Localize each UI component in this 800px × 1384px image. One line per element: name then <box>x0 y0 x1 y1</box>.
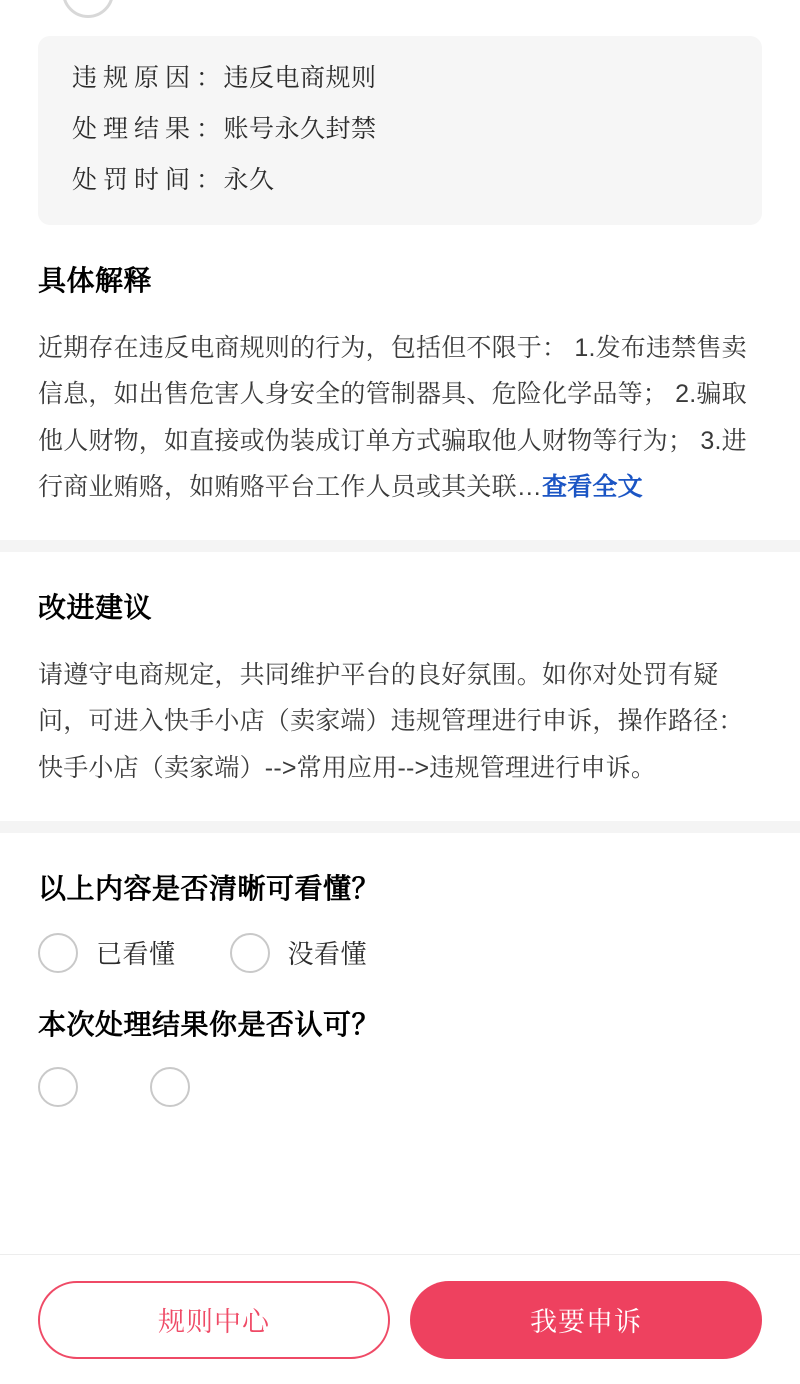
suggestion-section <box>0 552 800 791</box>
violation-info-card <box>38 36 762 225</box>
section-divider-2 <box>0 821 800 833</box>
survey-options-2 <box>38 1067 762 1107</box>
info-colon: ： <box>196 115 222 143</box>
explanation-title: 具体解释 <box>38 265 153 296</box>
info-value: 永久 <box>223 166 275 194</box>
rule-center-button[interactable]: 规则中心 <box>38 1281 390 1359</box>
info-label: 处罚时间 <box>72 166 197 194</box>
appeal-button[interactable]: 我要申诉 <box>410 1281 762 1359</box>
section-divider <box>0 540 800 552</box>
survey-question-2: 本次处理结果你是否认可？ <box>38 1008 381 1040</box>
radio-icon[interactable] <box>38 1067 78 1107</box>
survey-option-agree[interactable] <box>38 1067 96 1107</box>
radio-icon[interactable] <box>230 933 270 973</box>
info-colon: ： <box>196 64 222 92</box>
info-colon: ： <box>196 166 222 194</box>
survey-option-understood[interactable] <box>38 933 176 973</box>
survey-option-disagree[interactable] <box>150 1067 208 1107</box>
suggestion-title: 改进建议 <box>38 592 153 623</box>
info-label: 处理结果 <box>72 115 197 143</box>
option-label: 没看懂 <box>287 939 368 970</box>
info-row <box>72 168 728 193</box>
survey-section <box>0 833 800 1107</box>
survey-question-1: 以上内容是否清晰可看懂？ <box>38 872 381 904</box>
bottom-action-bar <box>0 1254 800 1384</box>
info-row <box>72 117 728 142</box>
info-value: 违反电商规则 <box>223 64 377 92</box>
view-full-text-link[interactable]: 查看全文 <box>542 472 643 501</box>
info-value: 账号永久封禁 <box>223 115 377 143</box>
option-label: 已看懂 <box>96 939 176 970</box>
radio-icon[interactable] <box>150 1067 190 1107</box>
explanation-text: 近期存在违反电商规则的行为，包括但不限于： 1.发布违禁售卖信息，如出售危害人身安全的管制器具、危险化学品等； 2.骗取他人财物，如直接或伪装成订单方式骗取他人财物等行为； 3.进行商业贿赂，如贿赂平台工作人员或其关联… <box>38 334 747 501</box>
suggestion-body: 请遵守电商规定，共同维护平台的良好氛围。如你对处罚有疑问，可进入快手小店（卖家端）违规管理进行申诉，操作路径：快手小店（卖家端）-->常用应用-->违规管理进行申诉。 <box>38 661 744 782</box>
explanation-section <box>0 259 800 510</box>
explanation-body <box>38 325 762 510</box>
info-row <box>72 66 728 91</box>
survey-option-not-understood[interactable] <box>230 933 368 973</box>
survey-options-1 <box>38 933 762 973</box>
info-label: 违规原因 <box>72 64 197 92</box>
radio-icon[interactable] <box>38 933 78 973</box>
